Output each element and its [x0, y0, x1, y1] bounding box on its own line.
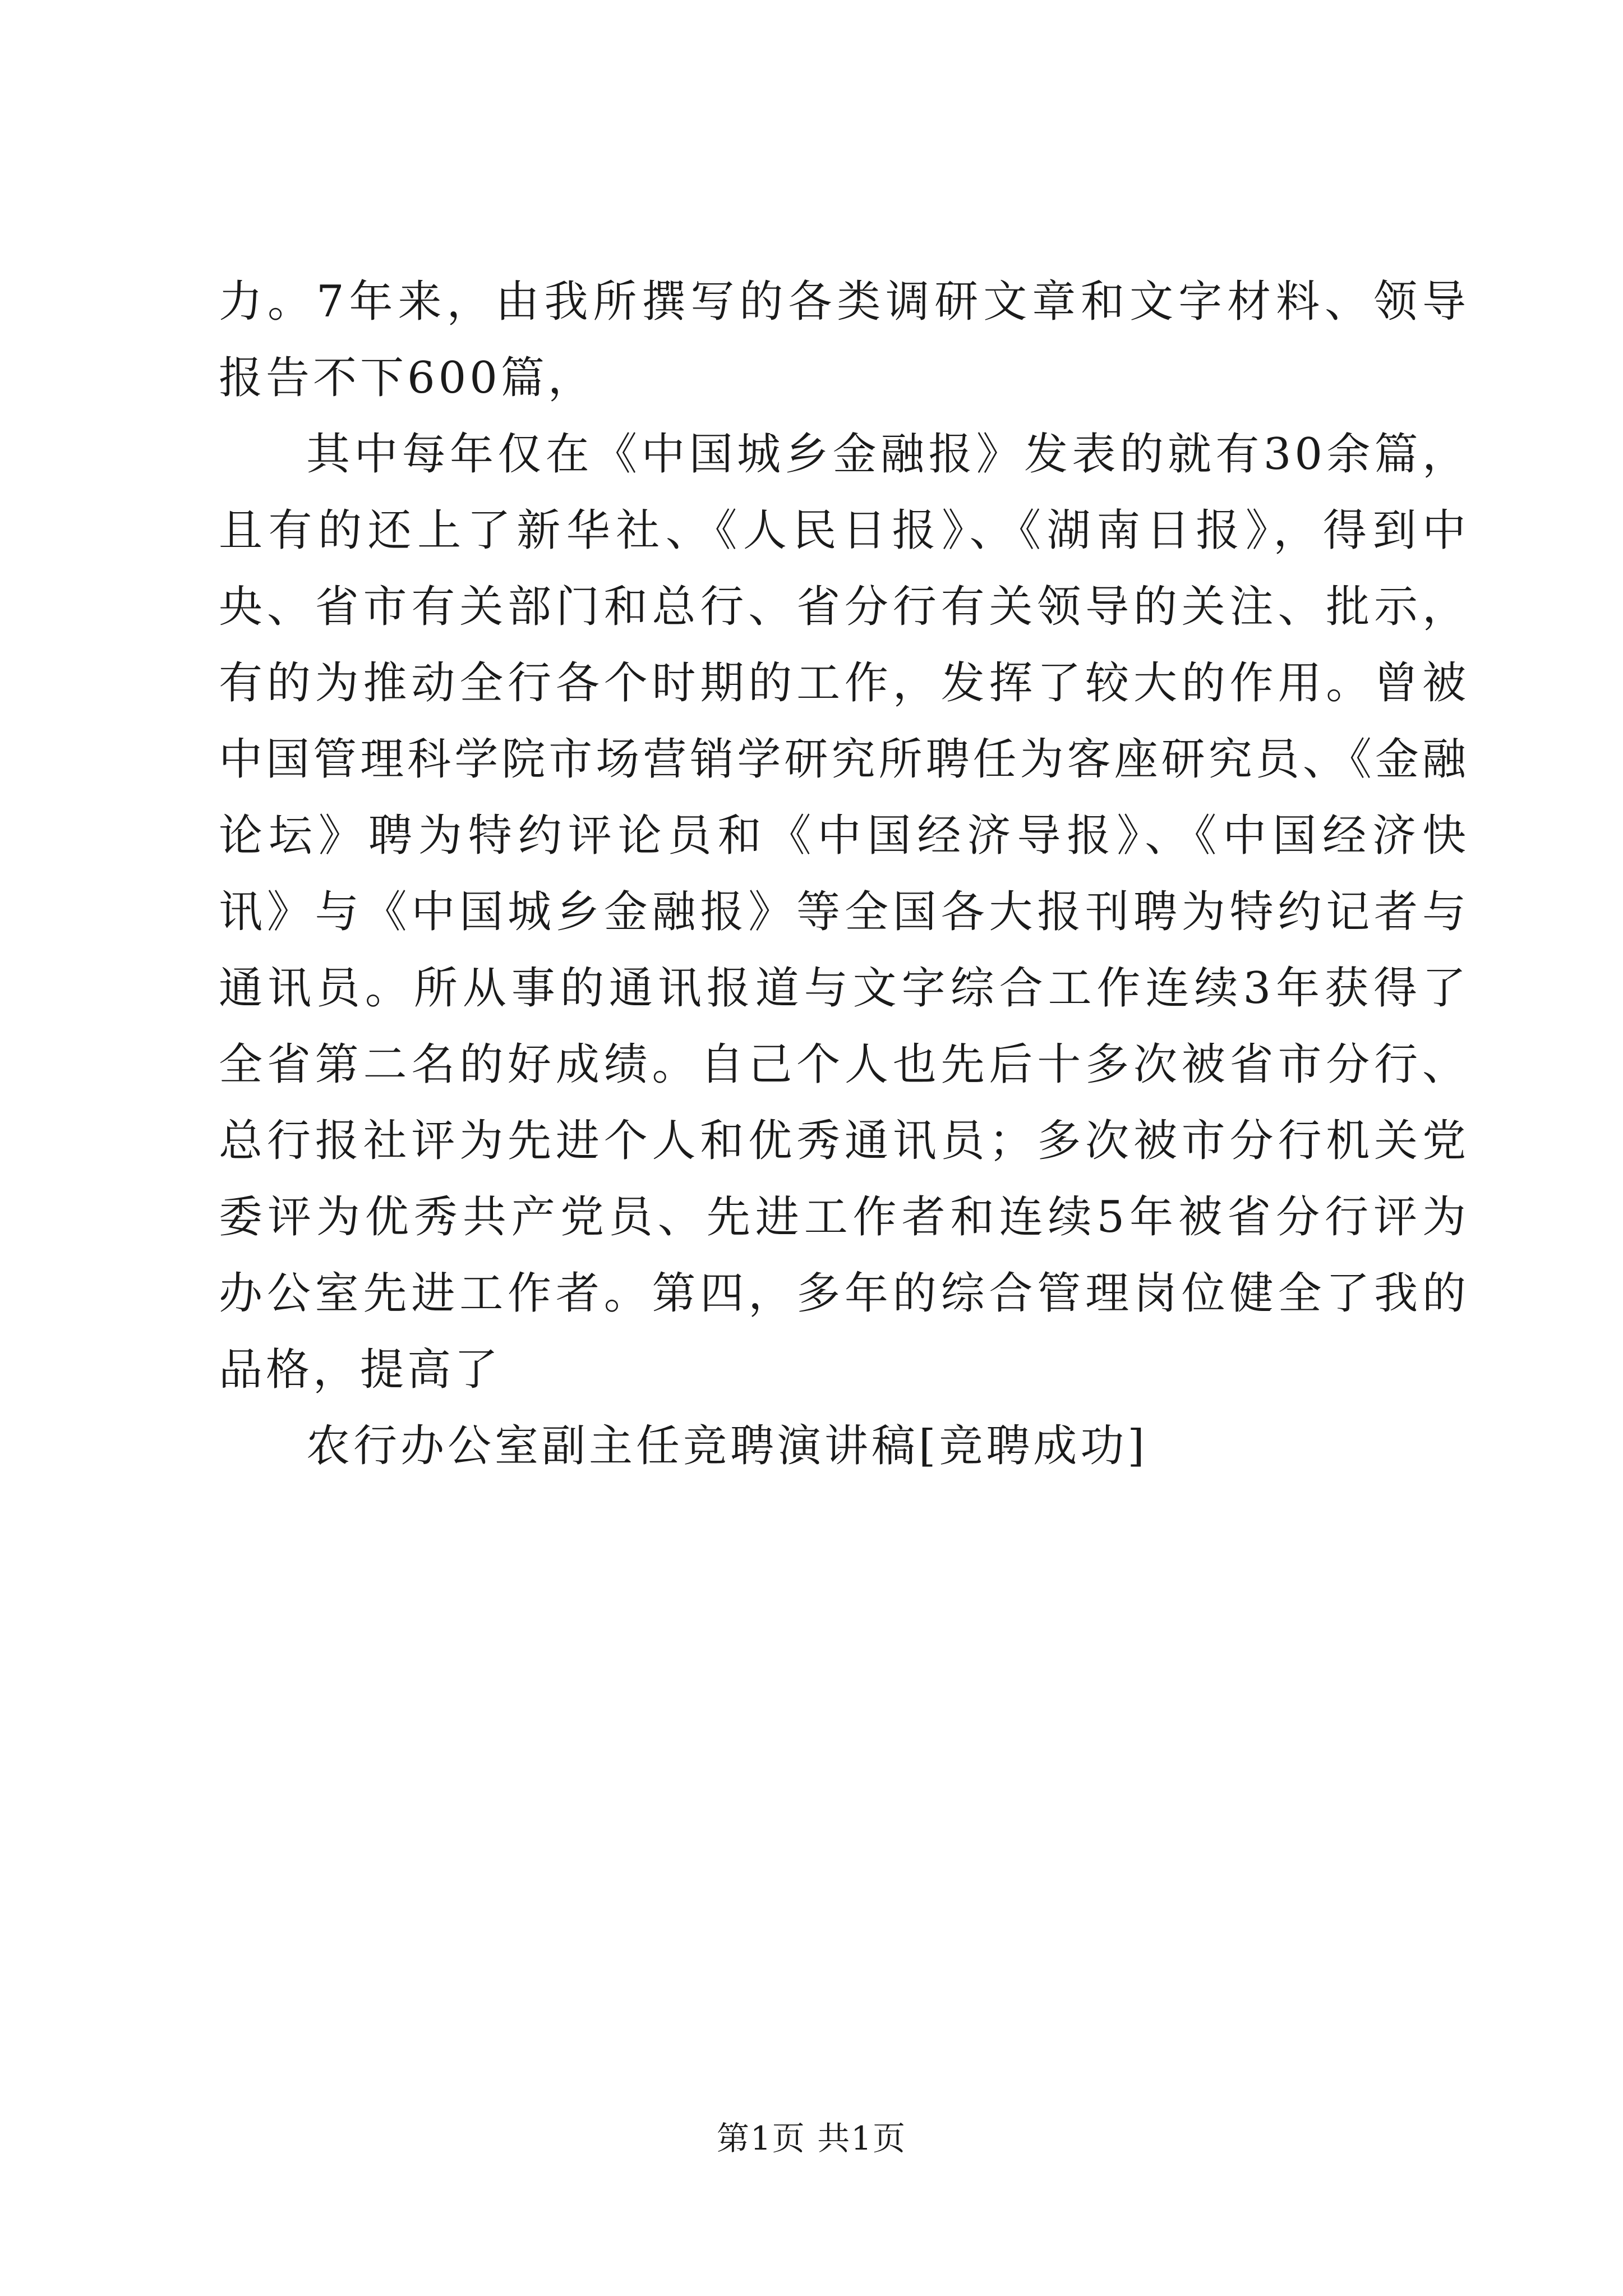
paragraph-3-title-line: 农行办公室副主任竞聘演讲稿[竞聘成功]	[306, 1421, 1148, 1471]
page-footer: 第1页 共1页	[716, 2119, 907, 2157]
paragraph-1: 力。7年来，由我所撰写的各类调研文章和文字材料、领导报告不下600篇，	[219, 277, 1469, 403]
paragraph-2: 其中每年仅在《中国城乡金融报》发表的就有30余篇，且有的还上了新华社、《人民日报》、《湖南日报》，得到中央、省市有关部门和总行、省分行有关领导的关注、批示，有的为推动全行各个时期的工作，发挥了较大的作用。曾被中国管理科学院市场营销学研究所聘任为客座研究员、《金融论坛》聘为特约评论员和《中国经济导报》、《中国经济快讯》与《中国城乡金融报》等全国各大报刊聘为特约记者与通讯员。所从事的通讯报道与文字综合工作连续3年获得了全省第二名的好成绩。自己个人也先后十多次被省市分行、总行报社评为先进个人和优秀通讯员；多次被市分行机关党委评为优秀共产党员、先进工作者和连续5年被省分行评为办公室先进工作者。第四，多年的综合管理岗位健全了我的品格，提高了	[219, 429, 1469, 1395]
document-body	[219, 264, 1469, 1484]
